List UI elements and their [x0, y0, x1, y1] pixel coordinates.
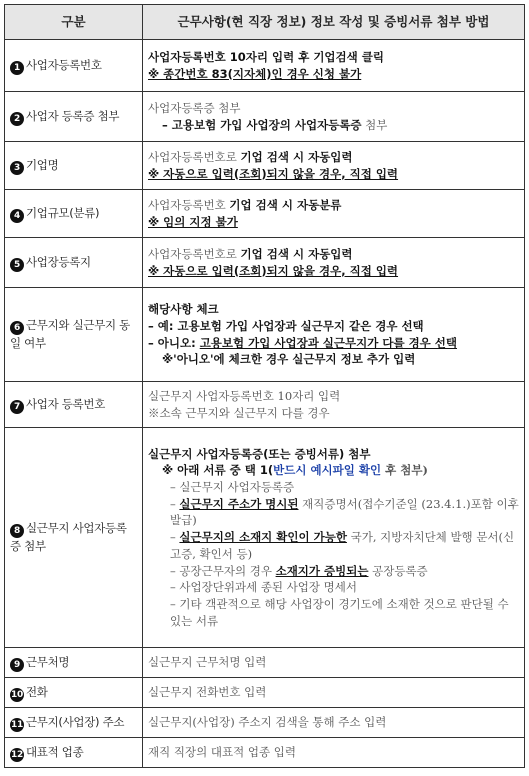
number-badge: 3 — [10, 161, 24, 175]
table-row — [5, 40, 525, 92]
content-note: ※ 종간번호 83(지자체)인 경우 신청 불가 — [148, 66, 362, 81]
content-underline: 실근무지 주소가 명시된 — [179, 496, 299, 511]
row-label — [5, 382, 143, 428]
row-label — [5, 738, 143, 768]
row-content: 실근무지 근무처명 입력 — [143, 648, 525, 678]
row-content: 실근무지 사업자등록증(또는 증빙서류) 첨부 ※ 아래 서류 중 택 1(반드시 예시파일 확인 후 첨부) – 실근무지 사업자등록증 – 실근무지 주소가 명시된 재직증명서(접수기준일 (23.4.1.)포함 이후 발급) – 실근무지의 소재지 확인이 가능한 국가, 지방자치단체 발행 문서(신고증, 확인서 등) – 공장근무자의 경우 소재지가 증빙되는 공장등록증 – 사업장단위과세 종된 사업장 명세서 – 기타 객관적으로 해당 사업장이 경기도에 소재한 것으로 판단될 수 있는 서류 — [143, 428, 525, 648]
row-content: 재직 직장의 대표적 업종 입력 — [143, 738, 525, 768]
content-text: 후 첨부) — [385, 463, 428, 478]
row-label — [5, 648, 143, 678]
row-content — [143, 92, 525, 142]
row-content: 실근무지 전화번호 입력 — [143, 678, 525, 708]
table-row — [5, 678, 525, 708]
content-line: 실근무지 사업자등록증(또는 증빙서류) 첨부 — [148, 446, 371, 461]
row-label — [5, 92, 143, 142]
row-content — [143, 142, 525, 190]
row-label-text: 실근무지 사업자등록증 첨부 — [10, 521, 127, 554]
number-badge: 2 — [10, 112, 24, 126]
row-label-text: 근무지와 실근무지 동일 여부 — [10, 318, 130, 351]
row-label — [5, 190, 143, 238]
number-badge: 12 — [11, 749, 23, 760]
number-badge: 7 — [10, 400, 24, 414]
row-label — [5, 40, 143, 92]
content-text: ※ 아래 서류 중 택 1( — [162, 463, 274, 478]
number-badge: 5 — [10, 258, 24, 272]
content-bold: – 고용보험 가입 사업장의 사업자등록증 — [162, 117, 362, 132]
content-text: 사업자등록번호로 — [148, 149, 237, 164]
content-underline: 소재지가 증빙되는 — [275, 563, 369, 578]
content-bold: 기업 검색 시 자동입력 — [240, 246, 353, 261]
number-badge: 4 — [10, 209, 24, 223]
row-label-text: 근무처명 — [26, 654, 70, 669]
content-text: 첨부 — [365, 117, 388, 132]
table-header-row — [5, 5, 525, 40]
table-row — [5, 648, 525, 678]
row-label — [5, 428, 143, 648]
row-label — [5, 708, 143, 738]
row-label-text: 사업자등록번호 — [26, 57, 102, 72]
header-category: 구분 — [5, 5, 143, 40]
row-content: 실근무지(사업장) 주소지 검색을 통해 주소 입력 — [143, 708, 525, 738]
row-label-text: 전화 — [26, 684, 48, 699]
row-label-text: 대표적 업종 — [26, 744, 84, 759]
content-line: – 사업장단위과세 종된 사업장 명세서 — [170, 580, 358, 595]
table-row — [5, 382, 525, 428]
content-bold: 기업 검색 시 자동입력 — [240, 149, 353, 164]
number-badge: 8 — [10, 524, 24, 538]
table-row — [5, 738, 525, 768]
row-content — [143, 190, 525, 238]
table-row — [5, 288, 525, 382]
content-note: ※'아니오'에 체크한 경우 실근무지 정보 추가 입력 — [162, 352, 416, 367]
content-line: 실근무지 사업자등록번호 10자리 입력 — [148, 388, 341, 403]
row-label-text: 사업장등록지 — [26, 254, 91, 269]
content-note: ※ 자동으로 입력(조회)되지 않을 경우, 직접 입력 — [148, 166, 399, 181]
content-line: 사업자등록번호 10자리 입력 후 기업검색 클릭 — [148, 49, 384, 64]
row-content — [143, 238, 525, 288]
row-label-text: 사업자 등록증 첨부 — [26, 108, 120, 123]
content-underline: 실근무지의 소재지 확인이 가능한 — [179, 530, 347, 545]
row-label-text: 사업자 등록번호 — [26, 396, 106, 411]
content-line: ※소속 근무지와 실근무지 다를 경우 — [148, 405, 330, 420]
content-note: ※ 임의 지정 불가 — [148, 214, 238, 229]
row-content — [143, 288, 525, 382]
row-content — [143, 382, 525, 428]
row-label-text: 기업규모(분류) — [26, 205, 100, 220]
row-label — [5, 142, 143, 190]
content-line: – 기타 객관적으로 해당 사업장이 경기도에 소재한 것으로 판단될 수 있는 서류 — [170, 596, 509, 628]
table-row — [5, 428, 525, 648]
content-line: 해당사항 체크 — [148, 302, 219, 317]
content-text: 사업자등록번호로 — [148, 246, 237, 261]
table-row — [5, 708, 525, 738]
content-highlight: 반드시 예시파일 확인 — [273, 463, 382, 478]
number-badge: 1 — [10, 61, 24, 75]
content-line: – 예: 고용보험 가입 사업장과 실근무지 같은 경우 선택 — [148, 318, 424, 333]
number-badge: 6 — [10, 321, 24, 335]
row-label — [5, 238, 143, 288]
content-bold: 기업 검색 시 자동분류 — [229, 197, 342, 212]
content-text: 사업자등록번호 — [148, 197, 226, 212]
content-underline: 고용보험 가입 사업장과 실근무지가 다를 경우 선택 — [199, 335, 458, 350]
header-method: 근무사항(현 직장 정보) 정보 작성 및 증빙서류 첨부 방법 — [143, 5, 525, 40]
content-line: 사업자등록증 첨부 — [148, 100, 241, 115]
row-label-text: 기업명 — [26, 157, 59, 172]
content-text: 국가, 지방자치단체 발행 문서(신고증, 확인서 등) — [170, 530, 515, 561]
row-label-text: 근무지(사업장) 주소 — [26, 714, 125, 729]
number-badge: 10 — [11, 689, 23, 700]
table-row — [5, 142, 525, 190]
content-text: – — [170, 496, 176, 511]
table-row — [5, 238, 525, 288]
table-row — [5, 190, 525, 238]
row-label — [5, 678, 143, 708]
row-label — [5, 288, 143, 382]
content-text: 공장등록증 — [372, 563, 428, 578]
number-badge: 9 — [10, 658, 24, 672]
number-badge: 11 — [11, 719, 23, 730]
content-text: – 공장근무자의 경우 — [170, 563, 272, 578]
content-line: – 실근무지 사업자등록증 — [170, 480, 295, 495]
application-guide-table — [4, 4, 525, 768]
content-text: 재직증명서(접수기준일 (23.4.1.)포함 이후 발급) — [170, 496, 519, 528]
row-content — [143, 40, 525, 92]
content-note: ※ 자동으로 입력(조회)되지 않을 경우, 직접 입력 — [148, 263, 399, 278]
table-row — [5, 92, 525, 142]
content-text: – 아니오: — [148, 335, 196, 350]
